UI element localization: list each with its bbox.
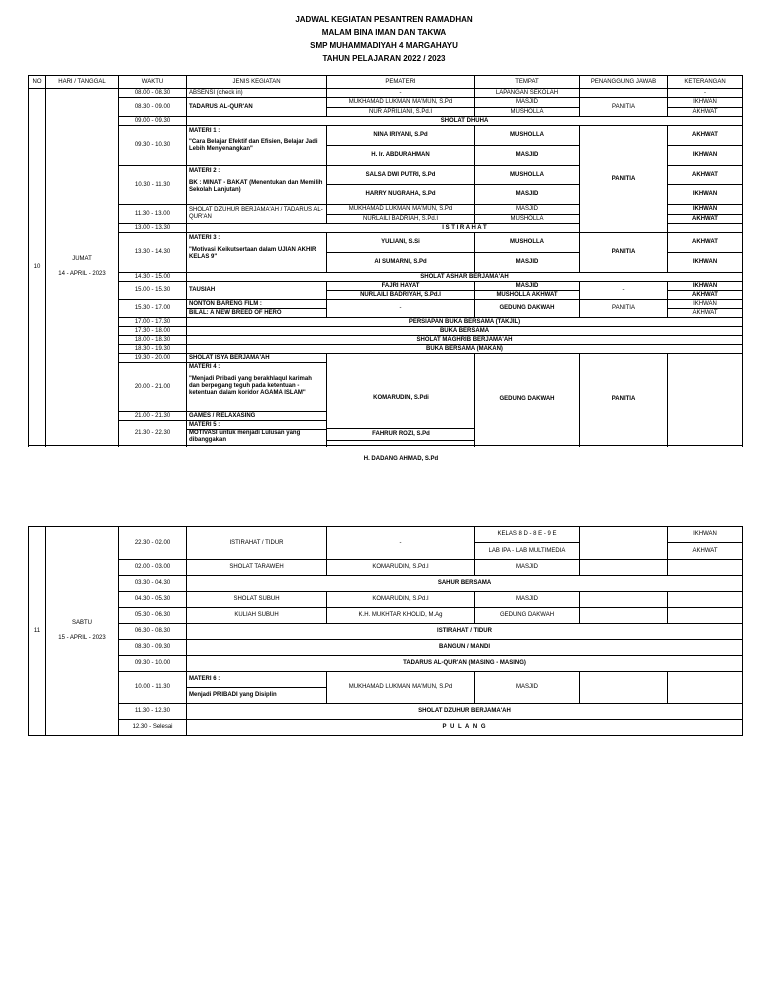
place-cell: MUSHOLLA AKHWAT [475,291,580,300]
header-ket: KETERANGAN [668,76,743,89]
day-name: SABTU [71,620,92,626]
table-row [29,336,743,345]
pj-cell: PANITIA [580,126,668,233]
table-row [29,345,743,354]
activity-cell: TAUSIAH [187,282,327,300]
speaker-cell: NURLAILI BADRIAH, S.Pd.I [327,215,475,224]
table-row [29,560,743,576]
place-cell: MASJID [475,185,580,205]
title-line-3: SMP MUHAMMADIYAH 4 MARGAHAYU [310,41,458,50]
table-row [29,624,743,640]
speaker-r19: H. DADANG AHMAD, S.Pd [363,456,439,462]
note-cell [668,592,743,608]
speaker-cell: NURLAILI BADRIYAH, S.Pd.I [327,291,475,300]
time-cell: 13.30 - 14.30 [119,233,187,273]
day-date: 14 - APRIL - 2023 [58,271,106,277]
speaker-cell: KOMARUDIN, S.Pd.I [327,592,475,608]
note-cell: AKHWAT [668,108,743,117]
table-row [29,126,743,146]
time-cell: 11.30 - 12.30 [119,704,187,720]
pj-cell [580,560,668,576]
place-cell: GEDUNG DAKWAH [475,300,580,318]
header-pemateri: PEMATERI [327,76,475,89]
title-line-2: MALAM BINA IMAN DAN TAKWA [321,28,447,37]
header-jenis: JENIS KEGIATAN [187,76,327,89]
time-cell: 22.30 - 02.00 [119,527,187,560]
speaker-cell: NUR APRILIANI, S.Pd.I [327,108,475,117]
activity-title: NONTON BARENG FILM : [187,300,327,309]
note-cell: IKHWAN [668,205,743,215]
activity-cell: I S T I R A H A T [187,224,743,233]
time-cell: 02.00 - 03.00 [119,560,187,576]
table-row [29,273,743,282]
place-cell: MUSHOLLA [475,166,580,185]
table-row [29,354,743,363]
pj-cell [580,608,668,624]
activity-cell: SHOLAT SUBUH [187,592,327,608]
activity-cell [187,363,327,412]
divider [326,440,475,441]
place-cell: MASJID [475,672,580,704]
activity-cell: SHOLAT ISYA BERJAMA'AH [187,354,327,363]
activity-desc: BILAL: A NEW BREED OF HERO [187,309,327,318]
speaker-cell: H. Ir. ABDURAHMAN [327,146,475,166]
pj-cell: PANITIA [580,233,668,273]
table-row [29,608,743,624]
pj-cell [580,527,668,560]
place-cell: MASJID [475,253,580,273]
activity-cell: TADARUS AL-QUR'AN [187,98,327,117]
speaker-cell: MUKHAMAD LUKMAN MA'MUN, S.Pd [327,98,475,108]
note-cell [668,608,743,624]
place-cell: MASJID [475,592,580,608]
pj-cell [580,592,668,608]
note-cell: AKHWAT [668,233,743,253]
speaker-r18: FAHRUR ROZI, S.Pd [372,431,430,437]
day-date-cell [46,527,119,736]
day-number: 10 [29,89,46,446]
header-row [29,76,743,89]
activity-cell: SHOLAT DZUHUR BERJAMA'AH / TADARUS AL-QUR'AN [187,205,327,224]
table-row [29,640,743,656]
note-cell [668,354,743,446]
time-cell: 04.30 - 05.30 [119,592,187,608]
header-pj: PENANGGUNG JAWAB [580,76,668,89]
table-row [29,318,743,327]
note-cell: IKHWAN [668,527,743,543]
place-cell: LAB IPA - LAB MULTIMEDIA [475,543,580,560]
speaker-cell: YULIANI, S.Si [327,233,475,253]
table-row [29,300,743,309]
time-cell: 08.00 - 08.30 [119,89,187,98]
header-no: NO [29,76,46,89]
time-cell: 11.30 - 13.00 [119,205,187,224]
note-cell: IKHWAN [668,300,743,309]
pj-cell: PANITIA [580,300,668,318]
header-hari: HARI / TANGGAL [46,76,119,89]
speaker-cell: MUKHAMAD LUKMAN MA'MUN, S.Pd [327,205,475,215]
note-cell: IKHWAN [668,282,743,291]
pj-cell [580,89,668,98]
activity-cell: P U L A N G [187,720,743,736]
speaker-cell: MUKHAMAD LUKMAN MA'MUN, S.Pd [327,672,475,704]
table-row [29,117,743,126]
time-cell: 08.30 - 09.30 [119,640,187,656]
day-name: JUMAT [72,256,92,262]
table-row [29,672,743,688]
place-cell: MASJID [475,282,580,291]
divider [326,428,475,429]
place-cell: GEDUNG DAKWAH [475,608,580,624]
activity-title: MATERI 1 : [189,128,221,134]
note-cell [668,560,743,576]
speaker-cell: KOMARUDIN, S.Pd.I [327,560,475,576]
activity-cell: BANGUN / MANDI [187,640,743,656]
activity-cell: KULIAH SUBUH [187,608,327,624]
speaker-cell: AI SUMARNI, S.Pd [327,253,475,273]
day-number: 11 [29,527,46,736]
activity-cell: SHOLAT ASHAR BERJAMA'AH [187,273,743,282]
place-cell: MUSHOLLA [475,108,580,117]
speaker-cell: SALSA DWI PUTRI, S.Pd [327,166,475,185]
speaker-cell: HARRY NUGRAHA, S.Pd [327,185,475,205]
time-cell: 17.00 - 17.30 [119,318,187,327]
activity-desc: Menjadi PRIBADI yang Disiplin [187,688,327,704]
activity-title: MATERI 3 : [189,235,221,241]
table-row [29,282,743,291]
table-row [29,704,743,720]
schedule-table-day2 [28,526,743,736]
activity-cell [187,233,327,273]
time-cell: 15.30 - 17.00 [119,300,187,318]
note-cell: IKHWAN [668,98,743,108]
time-cell: 09.00 - 09.30 [119,117,187,126]
place-cell: MASJID [475,146,580,166]
activity-cell: SHOLAT DZUHUR BERJAMA'AH [187,704,743,720]
note-cell: IKHWAN [668,146,743,166]
note-cell: - [668,89,743,98]
table-row [29,720,743,736]
pj-cell [580,672,668,704]
day-date: 15 - APRIL - 2023 [58,635,106,641]
table-row [29,224,743,233]
time-cell: 12.30 - Selesai [119,720,187,736]
time-cell: 20.00 - 21.00 [119,363,187,412]
time-cell: 15.00 - 15.30 [119,282,187,300]
note-cell [668,672,743,704]
time-cell: 10.30 - 11.30 [119,166,187,205]
table-row [29,656,743,672]
time-cell: 21.00 - 21.30 [119,412,187,421]
activity-desc: "Cara Belajar Efektif dan Efisien, Belajar Jadi Lebih Menyenangkan" [189,139,318,152]
time-cell: 17.30 - 18.00 [119,327,187,336]
pj-cell: PANITIA [580,98,668,117]
table-row [29,98,743,108]
time-cell: 09.30 - 10.30 [119,126,187,166]
activity-cell [187,126,327,166]
place-cell: MUSHOLLA [475,215,580,224]
time-cell: 10.00 - 11.30 [119,672,187,704]
time-cell: 08.30 - 09.00 [119,98,187,117]
table-row [29,527,743,543]
speaker-cell: - [327,527,475,560]
activity-desc: "Motivasi Keikutsertaan dalam UJIAN AKHIR KELAS 9" [189,247,317,260]
speaker-cell: FAJRI HAYAT [327,282,475,291]
activity-cell: TADARUS AL-QUR'AN (MASING - MASING) [187,656,743,672]
note-cell: AKHWAT [668,126,743,146]
note-cell: IKHWAN [668,253,743,273]
activity-cell: SAHUR BERSAMA [187,576,743,592]
note-cell: AKHWAT [668,309,743,318]
time-cell: 06.30 - 08.30 [119,624,187,640]
place-cell: LAPANGAN SEKOLAH [475,89,580,98]
speaker-r17: KOMARUDIN, S.Pdi [373,395,429,401]
title-line-1: JADWAL KEGIATAN PESANTREN RAMADHAN [295,15,473,24]
activity-title: MATERI 5 : [187,421,327,430]
place-cell: MASJID [475,98,580,108]
time-cell: 13.00 - 13.30 [119,224,187,233]
activity-title: MATERI 6 : [187,672,327,688]
activity-cell: ABSENSI (check in) [187,89,327,98]
time-cell: 14.30 - 15.00 [119,273,187,282]
place-cell: KELAS 8 D - 8 E - 9 E [475,527,580,543]
time-cell: 21.30 - 22.30 [119,421,187,446]
schedule-table-day1 [28,75,743,446]
table-row [29,89,743,98]
activity-title: MATERI 4 : [189,364,221,370]
time-cell: 03.30 - 04.30 [119,576,187,592]
activity-title: MATERI 2 : [189,168,221,174]
place-cell: GEDUNG DAKWAH [475,354,580,446]
title-line-4: TAHUN PELAJARAN 2022 / 2023 [322,54,446,63]
activity-cell: BUKA BERSAMA [187,327,743,336]
header-waktu: WAKTU [119,76,187,89]
activity-desc: BK : MINAT - BAKAT (Menentukan dan Memilih Sekolah Lanjutan) [189,180,323,193]
place-cell: MUSHOLLA [475,233,580,253]
place-cell: MUSHOLLA [475,126,580,146]
pj-cell: PANITIA [580,354,668,446]
note-cell: AKHWAT [668,215,743,224]
activity-cell: SHOLAT DHUHA [187,117,743,126]
note-cell: AKHWAT [668,543,743,560]
time-cell: 19.30 - 20.00 [119,354,187,363]
pj-cell: - [580,282,668,300]
time-cell: 09.30 - 10.00 [119,656,187,672]
day-date-cell [46,89,119,446]
activity-cell [187,166,327,205]
speaker-cell: NINA IRIYANI, S.Pd [327,126,475,146]
activity-cell: ISTIRAHAT / TIDUR [187,624,743,640]
note-cell: AKHWAT [668,291,743,300]
activity-cell: BUKA BERSAMA (MAKAN) [187,345,743,354]
activity-cell: PERSIAPAN BUKA BERSAMA (TAKJIL) [187,318,743,327]
activity-desc: MOTIVASI untuk menjadi Lulusan yang dibanggakan [187,430,327,446]
speaker-cell: K.H. MUKHTAR KHOLID, M.Ag [327,608,475,624]
activity-cell: SHOLAT TARAWEH [187,560,327,576]
note-cell: AKHWAT [668,166,743,185]
time-cell: 18.30 - 19.30 [119,345,187,354]
activity-cell: ISTIRAHAT / TIDUR [187,527,327,560]
note-cell: IKHWAN [668,185,743,205]
activity-cell: SHOLAT MAGHRIB BERJAMA'AH [187,336,743,345]
speaker-cell: - [327,89,475,98]
header-tempat: TEMPAT [475,76,580,89]
table-row [29,327,743,336]
table-row [29,576,743,592]
time-cell: 18.00 - 18.30 [119,336,187,345]
activity-cell: GAMES / RELAXASING [187,412,327,421]
place-cell: MASJID [475,560,580,576]
table-row [29,592,743,608]
table-row [29,233,743,253]
speaker-cell: - [327,300,475,318]
place-cell: MASJID [475,205,580,215]
activity-desc: "Menjadi Pribadi yang berakhlaqul karimah dan berpegang teguh pada ketentuan - ketentuan dalam koridor AGAMA ISLAM" [189,376,312,396]
time-cell: 05.30 - 06.30 [119,608,187,624]
